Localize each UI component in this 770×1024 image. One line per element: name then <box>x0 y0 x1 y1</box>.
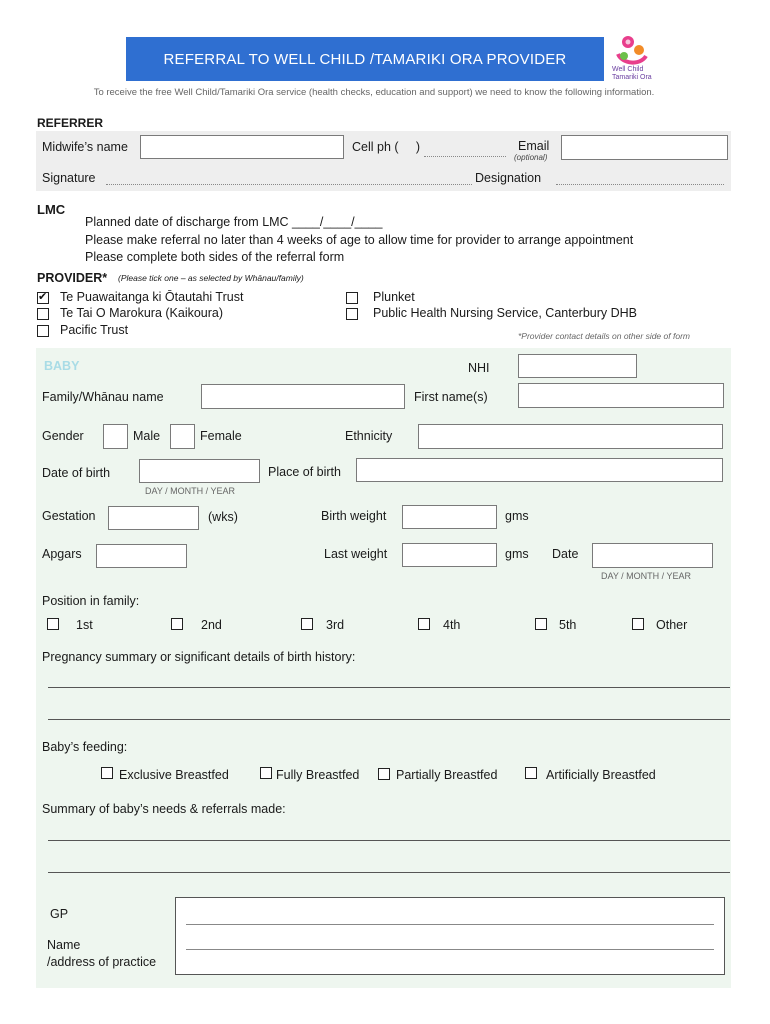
place-of-birth-field[interactable] <box>356 458 723 482</box>
lmc-heading: LMC <box>37 202 66 217</box>
dob-label: Date of birth <box>42 466 111 480</box>
nhi-label: NHI <box>468 361 490 375</box>
provider-checkbox-plunket[interactable] <box>346 292 358 304</box>
position-option-label: Other <box>656 618 688 632</box>
male-label: Male <box>133 429 161 443</box>
provider-option-label: Te Puawaitanga ki Ōtautahi Trust <box>60 290 244 304</box>
feeding-option-label: Exclusive Breastfed <box>119 768 229 782</box>
position-option-label: 5th <box>559 618 577 632</box>
gender-label: Gender <box>42 429 84 443</box>
feeding-checkbox-exclusive[interactable] <box>101 767 113 779</box>
position-option-label: 2nd <box>201 618 222 632</box>
birth-weight-field[interactable] <box>402 505 497 529</box>
lmc-both-sides-note: Please complete both sides of the referral form <box>85 250 345 264</box>
referrer-heading: REFERRER <box>37 116 104 130</box>
provider-checkbox-public-health-nursing[interactable] <box>346 308 358 320</box>
provider-heading: PROVIDER* <box>37 271 108 285</box>
position-option-label: 3rd <box>326 618 345 632</box>
cell-phone-label: Cell ph ( ) <box>352 140 421 154</box>
wks-label: (wks) <box>208 510 238 524</box>
midwife-name-field[interactable] <box>140 135 344 159</box>
position-option-label: 1st <box>76 618 93 632</box>
provider-option-label: Pacific Trust <box>60 323 129 337</box>
ethnicity-label: Ethnicity <box>345 429 393 443</box>
gms-label: gms <box>505 547 529 561</box>
provider-instruction: (Please tick one – as selected by Whānau/family) <box>118 273 304 283</box>
gp-name-line[interactable] <box>186 924 714 925</box>
gp-name-label: Name <box>47 938 81 952</box>
provider-option-label: Public Health Nursing Service, Canterbury DHB <box>373 306 637 320</box>
last-weight-label: Last weight <box>324 547 388 561</box>
gender-male-box[interactable] <box>103 424 128 449</box>
place-of-birth-label: Place of birth <box>268 465 341 479</box>
email-optional-note: (optional) <box>514 153 548 162</box>
gender-female-box[interactable] <box>170 424 195 449</box>
position-checkbox-2nd[interactable] <box>171 618 183 630</box>
gestation-field[interactable] <box>108 506 199 530</box>
position-checkbox-1st[interactable] <box>47 618 59 630</box>
nhi-field[interactable] <box>518 354 637 378</box>
lmc-referral-note: Please make referral no later than 4 weeks of age to allow time for provider to arrange appointment <box>85 233 634 247</box>
cell-phone-field[interactable] <box>424 156 506 157</box>
provider-checkbox-te-tai-o-marokura[interactable] <box>37 308 49 320</box>
baby-heading: BABY <box>44 359 80 373</box>
email-label: Email <box>518 139 550 153</box>
feeding-checkbox-partially[interactable] <box>378 768 390 780</box>
birth-weight-label: Birth weight <box>321 509 387 523</box>
feeding-option-label: Artificially Breastfed <box>546 768 656 782</box>
position-in-family-label: Position in family: <box>42 594 140 608</box>
dob-hint: DAY / MONTH / YEAR <box>145 486 236 496</box>
date-label: Date <box>552 547 579 561</box>
first-name-field[interactable] <box>518 383 724 408</box>
pregnancy-summary-line-1[interactable] <box>48 687 730 688</box>
midwife-name-label: Midwife’s name <box>42 140 128 154</box>
female-label: Female <box>200 429 242 443</box>
email-field[interactable] <box>561 135 728 160</box>
well-child-logo <box>606 34 664 82</box>
needs-summary-label: Summary of baby’s needs & referrals made: <box>42 802 286 816</box>
feeding-label: Baby’s feeding: <box>42 740 128 754</box>
position-checkbox-5th[interactable] <box>535 618 547 630</box>
gms-label: gms <box>505 509 529 523</box>
provider-option-label: Te Tai O Marokura (Kaikoura) <box>60 306 224 320</box>
signature-field[interactable] <box>106 184 472 185</box>
family-name-field[interactable] <box>201 384 405 409</box>
form-title: REFERRAL TO WELL CHILD /TAMARIKI ORA PROVIDER <box>163 51 567 68</box>
designation-label: Designation <box>475 171 542 185</box>
apgars-field[interactable] <box>96 544 187 568</box>
pregnancy-summary-label: Pregnancy summary or significant details of birth history: <box>42 650 356 664</box>
position-checkbox-4th[interactable] <box>418 618 430 630</box>
form-title-banner <box>126 37 604 81</box>
feeding-option-label: Fully Breastfed <box>276 768 360 782</box>
family-name-label: Family/Whānau name <box>42 390 164 404</box>
position-checkbox-other[interactable] <box>632 618 644 630</box>
feeding-checkbox-artificially[interactable] <box>525 767 537 779</box>
gp-label: GP <box>50 907 69 921</box>
well-child-logo-icon <box>606 34 664 68</box>
practice-address-line[interactable] <box>186 949 714 950</box>
needs-summary-line-1[interactable] <box>48 840 730 841</box>
provider-footnote: *Provider contact details on other side of form <box>518 331 690 341</box>
weight-date-field[interactable] <box>592 543 713 568</box>
feeding-checkbox-fully[interactable] <box>260 767 272 779</box>
provider-checkbox-pacific-trust[interactable] <box>37 325 49 337</box>
apgars-label: Apgars <box>42 547 82 561</box>
dob-field[interactable] <box>139 459 260 483</box>
gestation-label: Gestation <box>42 509 96 523</box>
needs-summary-line-2[interactable] <box>48 872 730 873</box>
designation-field[interactable] <box>556 184 724 185</box>
provider-option-label: Plunket <box>373 290 415 304</box>
pregnancy-summary-line-2[interactable] <box>48 719 730 720</box>
first-name-label: First name(s) <box>414 390 488 404</box>
last-weight-field[interactable] <box>402 543 497 567</box>
intro-text: To receive the free Well Child/Tamariki Ora service (health checks, education and support) we need to know the following information. <box>93 87 655 98</box>
gp-details-box <box>175 897 725 975</box>
logo-text-line1: Well Child <box>612 66 644 73</box>
logo-text-line2: Tamariki Ora <box>612 74 652 81</box>
position-option-label: 4th <box>443 618 461 632</box>
ethnicity-field[interactable] <box>418 424 723 449</box>
lmc-discharge-date[interactable]: Planned date of discharge from LMC ____/____/____ <box>85 215 383 229</box>
provider-checkbox-te-puawaitanga[interactable] <box>37 292 49 304</box>
feeding-option-label: Partially Breastfed <box>396 768 498 782</box>
practice-address-label: /address of practice <box>47 955 157 969</box>
position-checkbox-3rd[interactable] <box>301 618 313 630</box>
signature-label: Signature <box>42 171 96 185</box>
date-hint: DAY / MONTH / YEAR <box>601 571 692 581</box>
